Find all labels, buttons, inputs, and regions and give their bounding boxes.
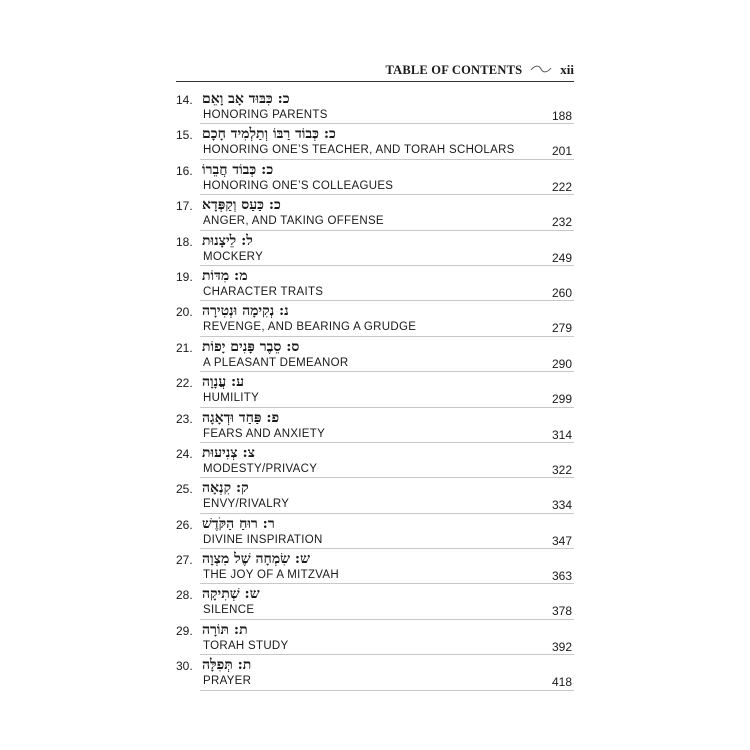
page-number: 363 — [551, 569, 572, 584]
toc-entry — [176, 338, 574, 373]
chapter-number: 28. — [176, 588, 193, 603]
page-number: 201 — [551, 144, 572, 159]
hebrew-title: ש: שִׂמְחָה שֶׁל מִצְוָה — [202, 551, 310, 568]
page-number: 392 — [551, 639, 572, 654]
english-title: MOCKERY — [203, 250, 264, 263]
hebrew-title: כ: כִּבּוּד אָב וָאֵם — [202, 91, 290, 107]
hebrew-title: נ: נְקִימָה וּנְטִירָה — [202, 303, 289, 320]
english-title: CHARACTER TRAITS — [203, 285, 324, 298]
toc-entry — [176, 621, 574, 656]
chapter-number: 16. — [176, 163, 193, 178]
english-title: REVENGE, AND BEARING A GRUDGE — [203, 321, 417, 334]
table-of-contents — [176, 90, 574, 692]
chapter-number: 25. — [176, 482, 193, 497]
page-number: 334 — [551, 498, 572, 513]
chapter-number: 14. — [176, 93, 193, 107]
english-title: FEARS AND ANXIETY — [203, 427, 326, 440]
page-number: 378 — [551, 604, 572, 619]
hebrew-title: ק: קִנְאָה — [202, 480, 249, 497]
chapter-number: 21. — [176, 340, 193, 355]
hebrew-title: צ: צְנִיעוּת — [202, 444, 255, 461]
toc-entry — [176, 515, 574, 550]
chapter-number: 22. — [176, 376, 193, 391]
hebrew-title: ע: עֲנָוָה — [202, 374, 245, 391]
toc-entry — [176, 373, 574, 408]
chapter-number: 30. — [176, 659, 193, 674]
toc-entry — [176, 161, 574, 196]
hebrew-title: כ: כְּבוֹד רַבּוֹ וְתַלְמִיד חָכָם — [202, 126, 336, 143]
page-number: 279 — [551, 321, 572, 336]
english-title: HONORING PARENTS — [203, 109, 328, 121]
toc-entry — [176, 196, 574, 231]
header-rule — [176, 81, 574, 82]
hebrew-title: ש: שְׁתִיקָה — [202, 586, 260, 603]
english-title: HONORING ONE’S TEACHER, AND TORAH SCHOLARS — [203, 144, 515, 157]
running-head — [176, 60, 574, 80]
toc-entry — [176, 125, 574, 160]
page-number: 322 — [551, 462, 572, 477]
toc-entry — [176, 444, 574, 479]
page-number: 232 — [551, 215, 572, 230]
page-number: 299 — [551, 392, 572, 407]
english-title: HUMILITY — [203, 392, 260, 405]
chapter-number: 19. — [176, 269, 193, 284]
page-number: 314 — [551, 427, 572, 442]
english-title: THE JOY OF A MITZVAH — [203, 569, 339, 582]
page-number: 290 — [551, 356, 572, 371]
hebrew-title: ת: תְּפִלָּה — [202, 657, 252, 674]
toc-entry — [176, 232, 574, 267]
english-title: SILENCE — [203, 604, 255, 617]
page-folio: xii — [560, 62, 574, 77]
toc-entry — [176, 585, 574, 620]
hebrew-title: כ: כַּעַס וְקַפְּדָא — [202, 197, 281, 214]
english-title: DIVINE INSPIRATION — [203, 533, 323, 546]
chapter-number: 17. — [176, 199, 193, 214]
english-title: HONORING ONE’S COLLEAGUES — [203, 179, 394, 192]
chapter-number: 26. — [176, 517, 193, 532]
toc-entry — [176, 479, 574, 514]
english-title: TORAH STUDY — [203, 639, 289, 652]
page-number: 347 — [551, 533, 572, 548]
toc-entry — [176, 302, 574, 337]
english-title: MODESTY/PRIVACY — [203, 462, 318, 475]
chapter-number: 24. — [176, 446, 193, 461]
chapter-number: 27. — [176, 553, 193, 568]
hebrew-title: ס: סֵבֶר פָּנִים יָפוֹת — [202, 338, 300, 355]
flourish-icon — [530, 62, 552, 78]
page-number: 418 — [551, 675, 572, 690]
toc-entry — [176, 409, 574, 444]
english-title: PRAYER — [203, 675, 252, 688]
chapter-number: 20. — [176, 305, 193, 320]
page-number: 249 — [551, 250, 572, 265]
toc-entry — [176, 550, 574, 585]
hebrew-title: ת: תּוֹרָה — [202, 621, 248, 638]
toc-entry — [176, 656, 574, 691]
hebrew-title: ל: לֵיצָנוּת — [202, 232, 253, 249]
hebrew-title: כ: כְּבוֹד חֲבֵרוֹ — [202, 161, 274, 178]
page-number: 222 — [551, 179, 572, 194]
chapter-number: 15. — [176, 128, 193, 143]
chapter-number: 23. — [176, 411, 193, 426]
english-title: A PLEASANT DEMEANOR — [203, 356, 349, 369]
chapter-number: 18. — [176, 234, 193, 249]
toc-entry — [176, 267, 574, 302]
hebrew-title: פ: פַּחַד וּדְאָגָה — [202, 409, 280, 426]
english-title: ENVY/RIVALRY — [203, 498, 290, 511]
running-head-title: TABLE OF CONTENTS — [385, 62, 523, 77]
hebrew-title: ר: רוּחַ הַקֹּדֶשׁ — [202, 515, 275, 532]
english-title: ANGER, AND TAKING OFFENSE — [203, 215, 384, 228]
page-number: 188 — [551, 109, 572, 123]
chapter-number: 29. — [176, 623, 193, 638]
toc-entry — [176, 90, 574, 125]
page-number: 260 — [551, 285, 572, 300]
hebrew-title: מ: מִדּוֹת — [202, 267, 248, 284]
